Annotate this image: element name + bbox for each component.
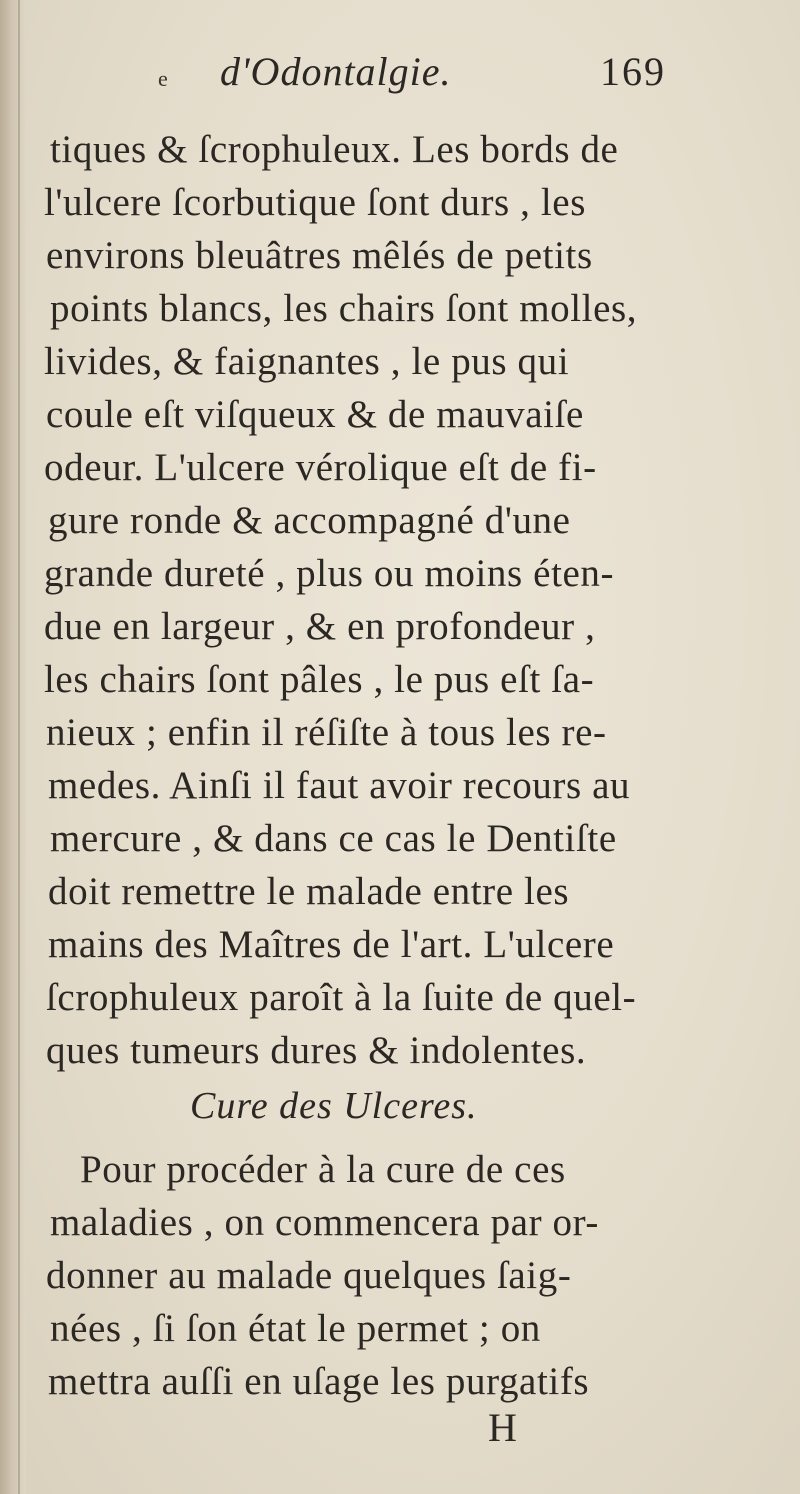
text-line: tiques & ſcrophuleux. Les bords de [50,128,619,171]
text-line: mains des Maîtres de l'art. L'ulcere [48,923,615,966]
text-line: Pour procéder à la cure de ces [80,1148,566,1191]
text-line: doit remettre le malade entre les [48,870,570,913]
text-line: mercure , & dans ce cas le Dentiſte [50,817,617,860]
text-line: maladies , on commencera par or- [50,1201,600,1244]
text-line: gure ronde & accompagné d'une [48,499,571,542]
text-line: medes. Ainſi il faut avoir recours au [48,764,631,807]
text-line: odeur. L'ulcere vérolique eſt de fi- [44,446,597,489]
text-line: livides, & faignantes , le pus qui [44,340,570,383]
text-line: nées , ſi ſon état le permet ; on [50,1307,541,1350]
text-line: nieux ; enfin il réſiſte à tous les re- [46,711,607,754]
page-gutter [0,0,26,1494]
text-line: due en largeur , & en profondeur , [44,605,596,648]
running-head-mark: e [158,66,168,91]
text-line: les chairs ſont pâles , le pus eſt ſa- [44,658,595,701]
text-line: ques tumeurs dures & indolentes. [46,1029,587,1072]
text-line: mettra auſſi en uſage les purgatifs [48,1360,590,1403]
text-line: l'ulcere ſcorbutique ſont durs , les [44,181,586,224]
gutter-edge [18,0,20,1494]
text-line: environs bleuâtres mêlés de petits [46,234,593,277]
signature-mark: H [488,1405,518,1450]
text-line: coule eſt viſqueux & de mauvaiſe [46,393,584,436]
text-line: donner au malade quelques ſaig- [46,1254,572,1297]
running-head [40,48,780,108]
text-line: ſcrophuleux paroît à la ſuite de quel- [46,976,637,1019]
section-heading: Cure des Ulceres. [190,1085,478,1127]
text-line: points blancs, les chairs ſont molles, [50,287,638,330]
page-number: 169 [600,49,666,94]
running-head-title: d'Odontalgie. [220,49,452,94]
text-line: grande dureté , plus ou moins éten- [44,552,615,595]
